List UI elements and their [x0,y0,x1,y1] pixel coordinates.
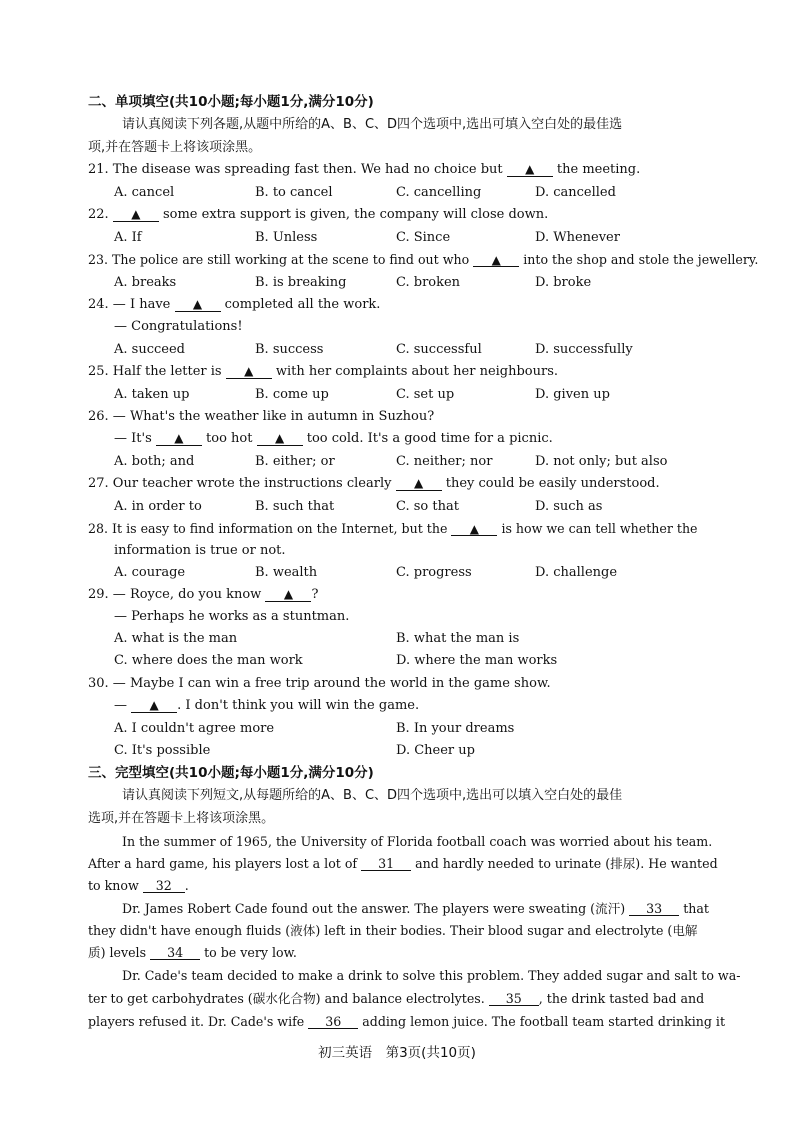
page-footer: 初三英语 第3页(共10页) [318,1045,476,1061]
option-a: A. breaks [114,275,177,290]
cloze-blank-31: 31 [361,855,411,871]
option-a: A. what is the man [114,631,238,646]
option-d: D. given up [535,387,610,402]
option-a: A. both; and [114,454,195,469]
passage-line: After a hard game, his players lost a lot of 31 and hardly needed to urinate (排尿). He wanted [88,856,718,871]
option-a: A. succeed [114,342,185,357]
passage-line: to know 32 . [88,878,189,893]
question-28-continued: information is true or not. [114,543,286,558]
passage-line: 质) levels 34 to be very low. [88,945,297,960]
option-c: C. successful [396,342,482,357]
option-b: B. success [255,342,324,357]
question-26-reply: — It's ▲ too hot ▲ too cold. It's a good time for a picnic. [114,430,553,448]
section-3-instructions-line1: 请认真阅读下列短文,从每题所给的A、B、C、D四个选项中,选出可以填入空白处的最佳 [122,788,623,803]
question-28: 28. It is easy to find information on the Internet, but the ▲ is how we can tell whether the [88,520,698,538]
option-d: D. cancelled [535,185,616,200]
passage-line: Dr. Cade's team decided to make a drink to solve this problem. They added sugar and salt to wa- [122,968,741,983]
cloze-blank-36: 36 [308,1013,358,1029]
option-c: C. where does the man work [114,653,303,668]
passage-line: Dr. James Robert Cade found out the answer. The players were sweating (流汗) 33 that [122,901,709,916]
option-b: B. wealth [255,565,318,580]
answer-blank [396,475,442,491]
question-29-reply: — Perhaps he works as a stuntman. [114,609,350,624]
option-a: A. I couldn't agree more [114,721,275,736]
question-23: 23. The police are still working at the scene to find out who ▲ into the shop and stole the jewellery. [88,251,758,269]
cloze-blank-32: 32 [143,877,185,893]
option-c: C. Since [396,230,451,245]
option-b: B. either; or [255,454,335,469]
option-d: D. Whenever [535,230,620,245]
question-30-reply: — ▲ . I don't think you will win the game. [114,697,419,715]
question-25: 25. Half the letter is ▲ with her complaints about her neighbours. [88,363,558,381]
section-3-instructions-line2: 选项,并在答题卡上将该项涂黑。 [88,811,275,826]
question-29: 29. — Royce, do you know ▲ ? [88,586,318,604]
answer-blank [473,251,519,267]
passage-line: they didn't have enough fluids (液体) left in their bodies. Their blood sugar and electrolyte (电解 [88,923,698,938]
option-b: B. what the man is [396,631,520,646]
option-c: C. progress [396,565,472,580]
option-a: A. If [114,230,142,245]
answer-blank [451,520,497,536]
passage-line: players refused it. Dr. Cade's wife 36 adding lemon juice. The football team started drinking it [88,1014,726,1029]
option-d: D. where the man works [396,653,558,668]
section-2-title: 二、单项填空(共10小题;每小题1分,满分10分) [88,94,374,110]
option-b: B. In your dreams [396,721,515,736]
option-c: C. broken [396,275,461,290]
answer-blank [257,430,303,446]
option-d: D. successfully [535,342,633,357]
option-b: B. to cancel [255,185,333,200]
answer-blank [507,161,553,177]
answer-blank [265,586,311,602]
option-c: C. cancelling [396,185,482,200]
question-27: 27. Our teacher wrote the instructions clearly ▲ they could be easily understood. [88,475,660,493]
option-d: D. such as [535,499,603,514]
option-b: B. is breaking [255,275,347,290]
answer-blank [175,296,221,312]
option-d: D. challenge [535,565,618,580]
section-2-instructions-line2: 项,并在答题卡上将该项涂黑。 [88,140,262,155]
option-a: A. in order to [114,499,202,514]
option-c: C. It's possible [114,743,211,758]
option-d: D. not only; but also [535,454,668,469]
section-3-title: 三、完型填空(共10小题;每小题1分,满分10分) [88,765,374,781]
section-2-instructions-line1: 请认真阅读下列各题,从题中所给的A、B、C、D四个选项中,选出可填入空白处的最佳选 [122,117,623,132]
question-30: 30. — Maybe I can win a free trip around the world in the game show. [88,676,551,691]
option-b: B. such that [255,499,335,514]
option-a: A. taken up [114,387,190,402]
option-d: D. broke [535,275,592,290]
option-a: A. cancel [114,185,175,200]
option-b: B. Unless [255,230,318,245]
cloze-blank-35: 35 [489,990,539,1006]
option-c: C. so that [396,499,459,514]
option-c: C. set up [396,387,455,402]
passage-line: ter to get carbohydrates (碳水化合物) and balance electrolytes. 35 , the drink tasted bad and [88,991,705,1006]
passage-line: In the summer of 1965, the University of Florida football coach was worried about his team. [122,834,713,849]
answer-blank [226,363,272,379]
cloze-blank-34: 34 [150,944,200,960]
answer-blank [156,430,202,446]
question-21: 21. The disease was spreading fast then. We had no choice but ▲ the meeting. [88,161,640,179]
question-22: 22. ▲ some extra support is given, the company will close down. [88,206,548,224]
cloze-blank-33: 33 [629,900,679,916]
answer-blank [113,206,159,222]
question-24: 24. — I have ▲ completed all the work. [88,296,380,314]
question-24-reply: — Congratulations! [114,319,243,334]
option-a: A. courage [114,565,186,580]
option-d: D. Cheer up [396,743,475,758]
option-c: C. neither; nor [396,454,493,469]
option-b: B. come up [255,387,329,402]
answer-blank [131,697,177,713]
question-26: 26. — What's the weather like in autumn in Suzhou? [88,409,435,424]
